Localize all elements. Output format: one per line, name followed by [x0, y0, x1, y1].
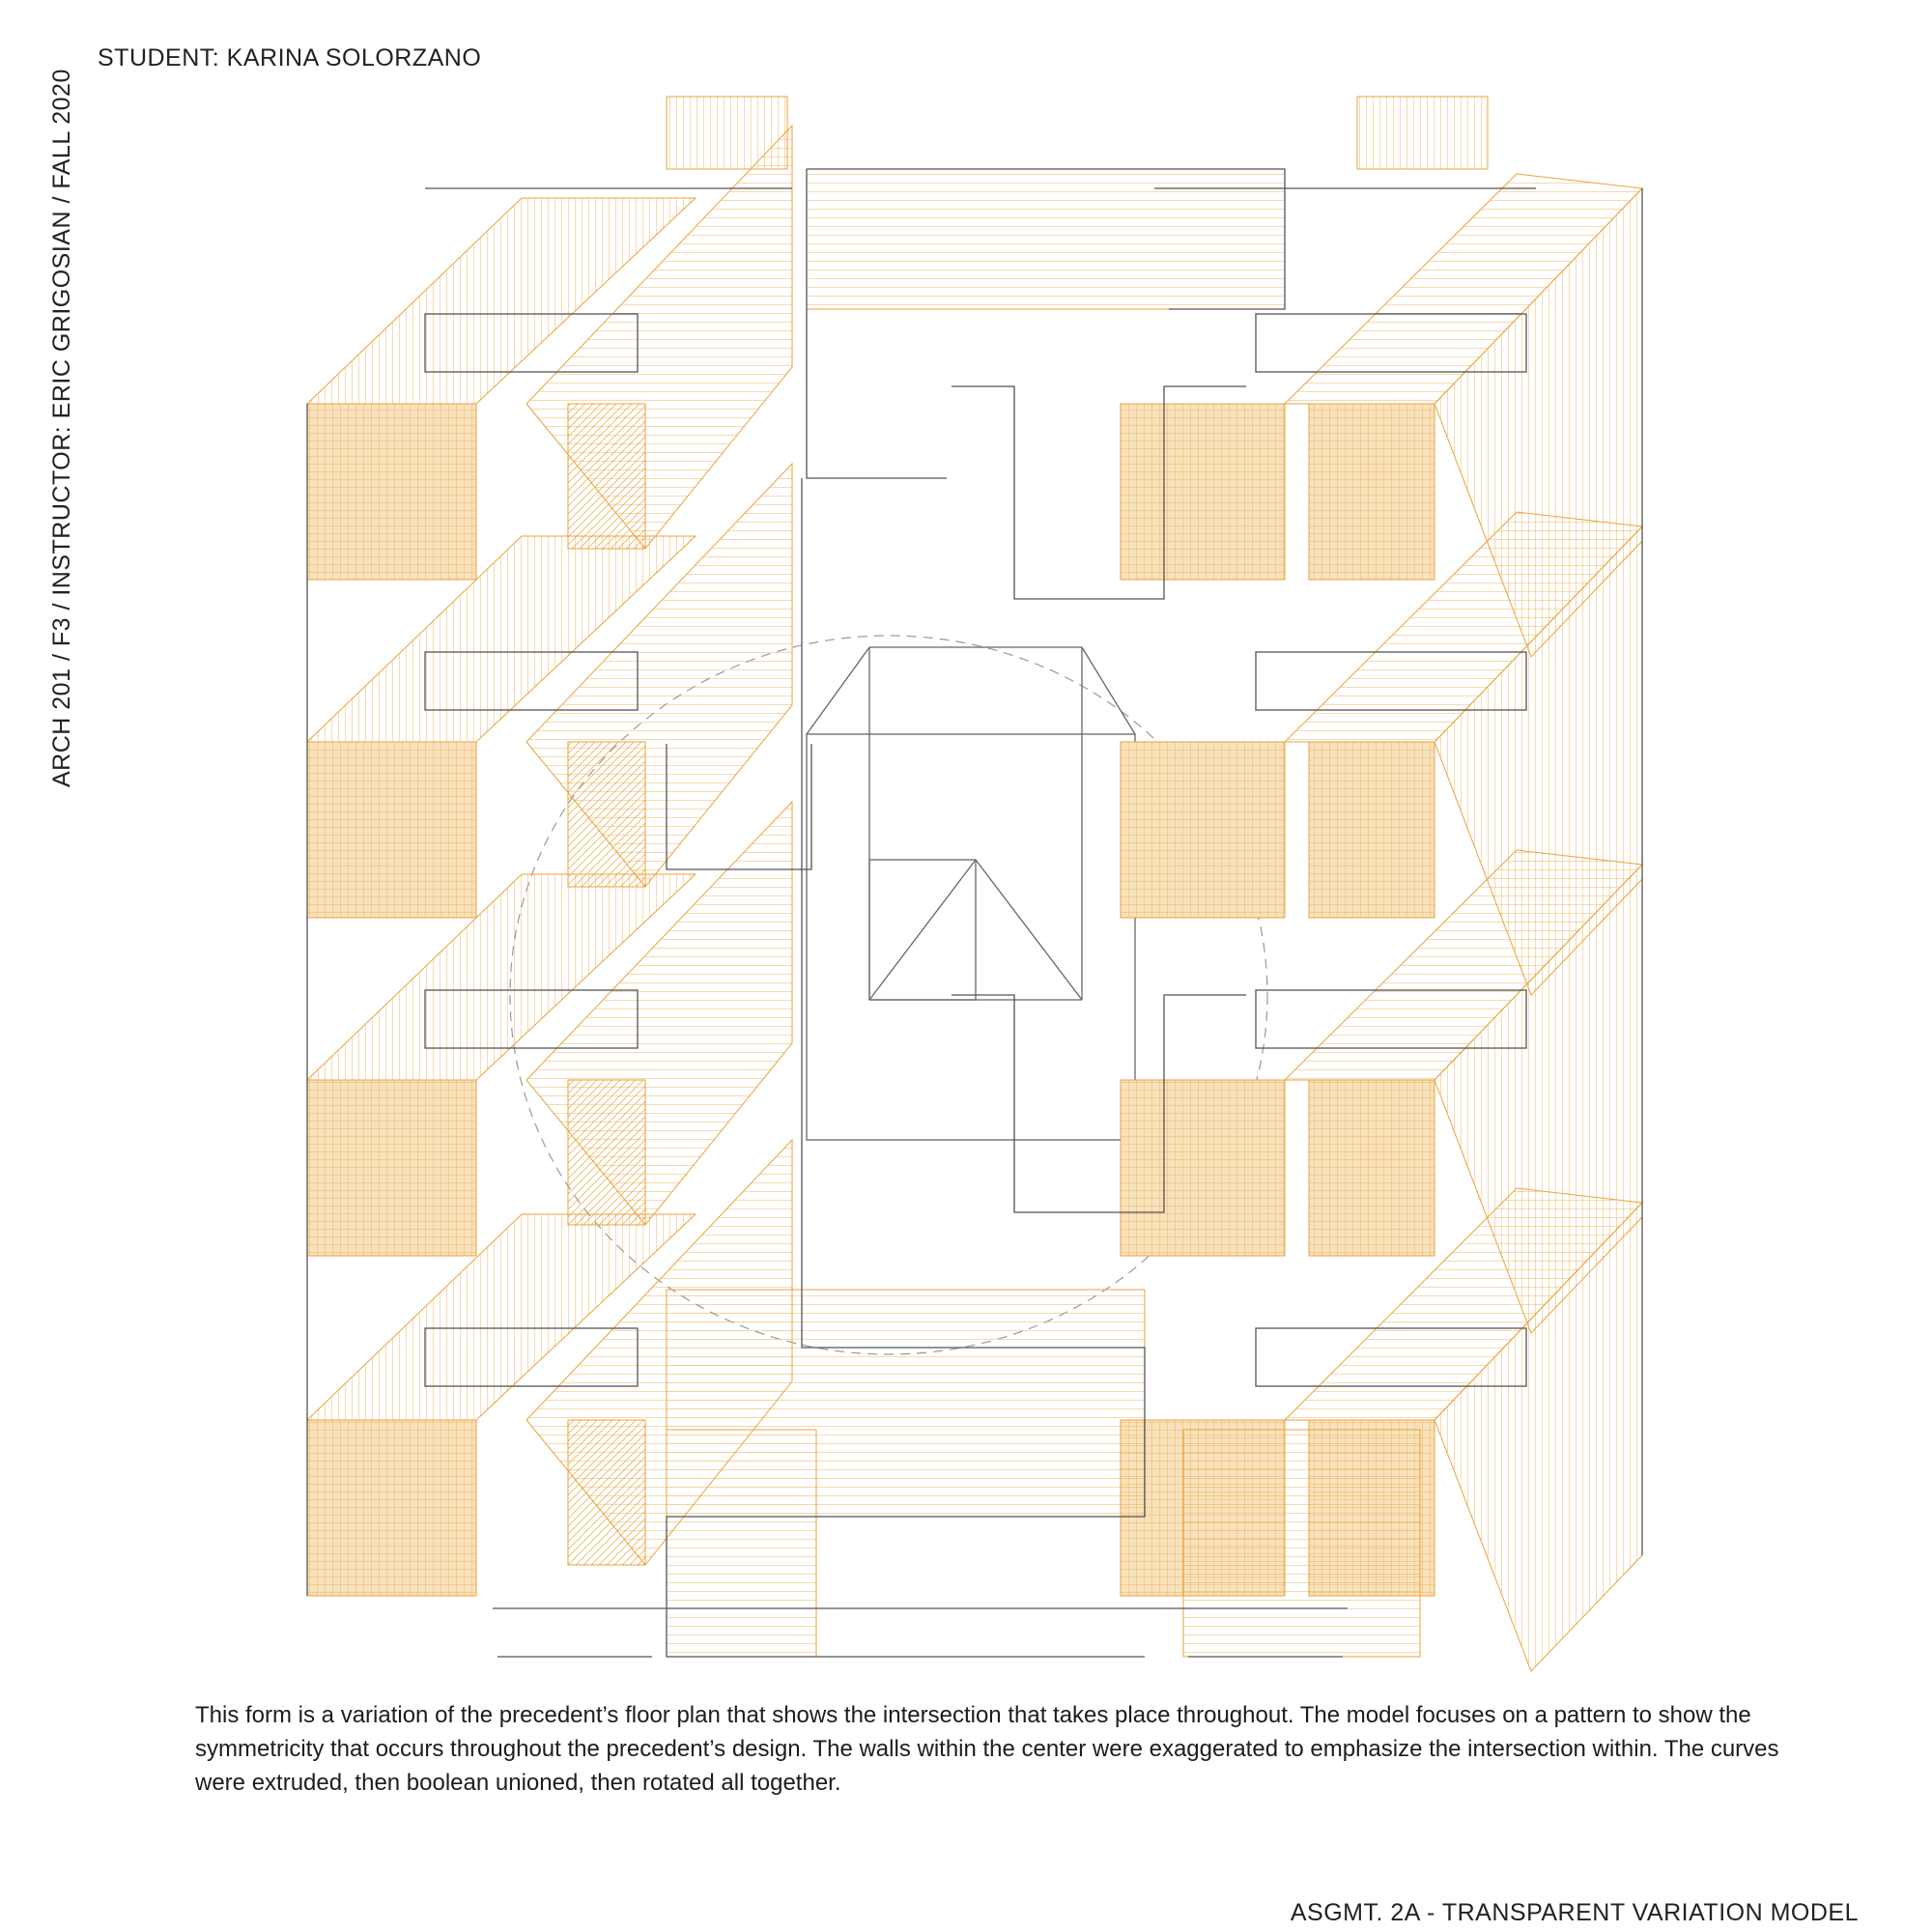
central-core — [807, 647, 1135, 1140]
assignment-title: ASGMT. 2A - TRANSPARENT VARIATION MODEL — [1290, 1899, 1859, 1926]
description-text — [195, 1698, 1779, 1800]
course-label: ARCH 201 / F3 / INSTRUCTOR: ERIC GRIGOSIAN / FALL 2020 — [48, 69, 75, 787]
student-name: STUDENT: KARINA SOLORZANO — [98, 44, 482, 71]
description-paragraph: This form is a variation of the precedent’s floor plan that shows the intersection that takes place throughout. The model focuses on a pattern to show the symmetricity that occurs throughout the precedent’s design. The walls within the center were exaggerated to emphasize the intersection within. The curves were extruded, then boolean unioned, then rotated all together. — [195, 1702, 1779, 1796]
